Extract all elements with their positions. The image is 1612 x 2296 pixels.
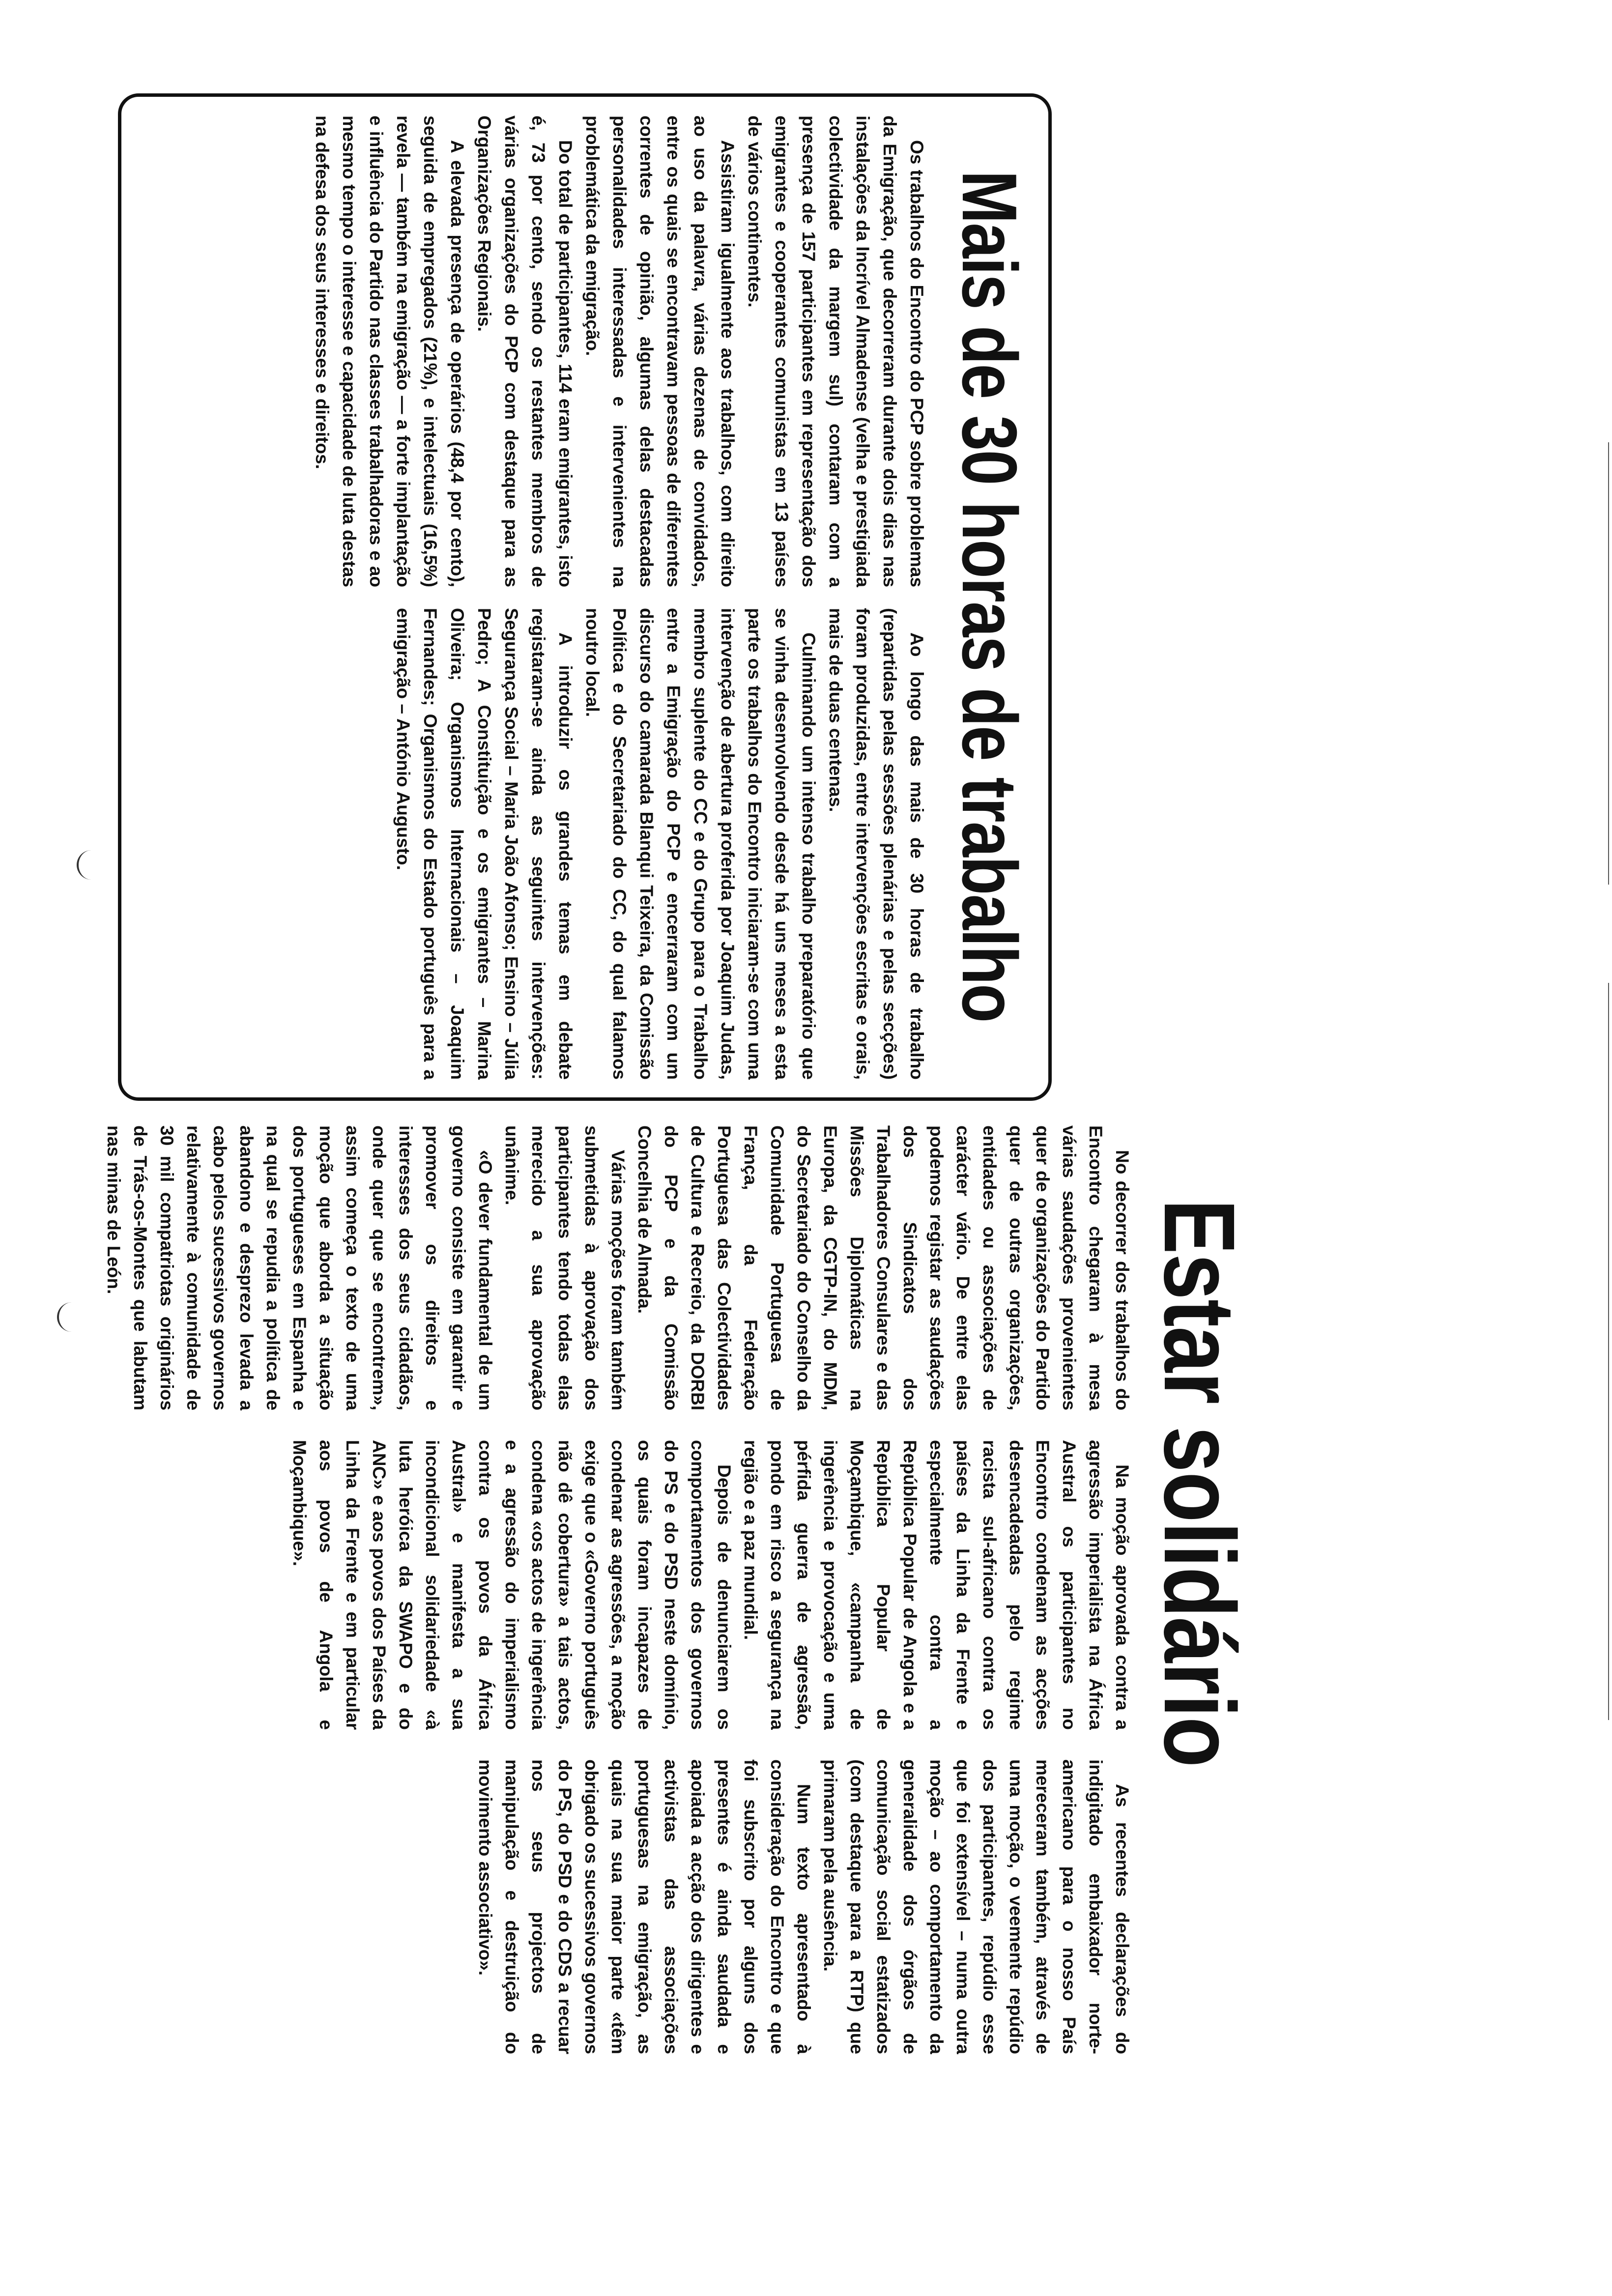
text-run: A elevada presença de operários (48,4 por cento), seguida de empregados (21%), e intelectuais (16,5%) revela — também na emigração — a forte implantação e influência do Partido nas classes trabalhadoras e ao mesmo tempo o interesse e capacidade de luta destas na defesa dos seus interesses e direitos. [312, 115, 467, 587]
article-headline: Mais de 30 horas de trabalho [946, 171, 1033, 1022]
text-run: Num texto apresentado à consideração do Encontro e que foi subscrito por alguns dos presentes é ainda saudada e apoiada a acção dos dirigentes e activistas das associações portuguesas na emigração, as quais na sua maior parte «têm obrigado os sucessivos governos do PS, do PSD e do CDS a recuar nos seus projectos de manipulação e destruição do movimento associativo». [475, 1759, 814, 2054]
paragraph [286, 1440, 737, 1730]
scan-edge-line [1608, 983, 1609, 1720]
paragraph [817, 1759, 1135, 2054]
text-run: Culminando um intenso trabalho preparatório que se vinha desenvolvendo desde há uns meses a esta parte os trabalhos do Encontro iniciaram-se com uma intervenção de abertura proferida por Joaquim Judas, membro suplente do CC e do Grupo para o Trabalho entre a Emigração do PCP e encerraram com um discurso do camarada Blanqui Teixeira, da Comissão Política e do Secretariado do CC, do qual falamos noutro local. [582, 608, 819, 1080]
text-run: A introduzir os grandes temas em debate registaram-se ainda as seguintes intervenções: [528, 608, 576, 1080]
text-run: – Maria João Afonso; [501, 760, 521, 956]
text-run: – Marina Oliveira; [447, 608, 494, 1080]
bold-text: Organismos Internacionais [447, 702, 467, 953]
paragraph [741, 115, 930, 587]
margin-mark [77, 850, 98, 880]
paragraph [822, 608, 930, 1080]
text-run: , que decorreram durante dois dias nas instalações da Incrível Almadense (velha e prestigiada colectividade da margem sul) contaram com a presença de 157 participantes em representação dos emigrantes e cooperantes comunistas em 13 países de vários continentes. [745, 115, 900, 587]
article-column [144, 608, 930, 1080]
article-headline: Estar solidário [1143, 1199, 1256, 1767]
article-column [25, 1125, 1135, 1410]
paragraph [579, 115, 741, 587]
text-run: «O dever fundamental de um governo consiste em garantir e promover os direitos e interesses dos seus cidadãos, onde quer que se encontrem», assim começa o texto de uma moção que aborda a situação dos portugueses em Espanha e na qual se repudia a política de abandono e desprezo levada a cabo pelos sucessivos governos relativamente à comunidade de 30 mil compatriotas originários de Trás-os-Montes que labutam nas minas de León. [104, 1125, 495, 1410]
bold-text: Ensino [501, 956, 521, 1017]
text-run: Ao longo das mais de 30 horas de trabalho (repartidas pelas sessões plenárias e pelas secções) foram produzidas, entre intervenções escritas e orais, mais de duas centenas. [826, 608, 927, 1080]
paragraph [472, 1759, 817, 2054]
paragraph [390, 608, 579, 1080]
paragraph [100, 1125, 498, 1410]
text-run: Várias moções foram também submetidas à aprovação dos participantes tendo todas elas merecido a sua aprovação unânime. [502, 1125, 628, 1410]
paragraph [309, 115, 471, 587]
bold-text: Segurança Social [501, 608, 521, 760]
paragraph [471, 115, 579, 587]
text-run: Os trabalhos do [907, 140, 927, 285]
article-column [25, 1759, 1135, 2054]
text-run: Do total de participantes, 114 eram emigrantes, isto é, 73 por cento, sendo os restantes membros de várias organizações do PCP com destaque para as Organizações Regionais. [474, 115, 576, 587]
text-run: As recentes declarações do indigitado embaixador norte-americano para o nosso País mereceram também, através de uma moção, o veemente repúdio dos participantes, repúdio esse que foi extensível – numa outra moção – ao comportamento da generalidade dos órgãos de comunicação social estatizados (com destaque para a RTP) que primaram pela ausência. [820, 1759, 1132, 2054]
text-run: Na moção aprovada contra a agressão imperialista na África Austral os participantes no Encontro condenam as acções desencadeadas pelo regime racista sul-africano contra os países da Linha da Frente e especialmente contra a República Popular de Angola e a República Popular de Moçambique, «campanha de ingerência e provocação e uma pérfida guerra de agressão, pondo em risco a segurança na região e a paz mundial. [741, 1440, 1132, 1730]
text-run: Assistiram igualmente aos trabalhos, com direito ao uso da palavra, várias dezenas de convidados, entre os quais se encontravam pessoas de diferentes correntes de opinião, algumas delas destacadas personalidades interessadas e intervenientes na problemática da emigração. [582, 115, 738, 587]
bold-text: Organismos do Estado português para a emigração [393, 608, 440, 1080]
text-run: – Joaquim Fernandes; [420, 608, 467, 1080]
bold-text: Encontro do PCP sobre problemas da Emigração [880, 115, 927, 587]
article-box-mais-de-30-horas [118, 93, 1052, 1101]
paragraph [498, 1125, 631, 1410]
text-run: – Júlia Pedro; [474, 608, 521, 1080]
scan-edge-line [1608, 442, 1609, 885]
bold-text: A Constituição e os emigrantes [474, 679, 494, 984]
text-run: Depois de denunciarem os comportamentos dos governos do PS e do PSD neste domínio, os quais foram incapazes de condenar as agressões, a moção exige que o «Governo português não dê cobertura» a tais actos, condena «os actos de ingerência e a agressão do imperialismo contra os povos da África Austral» e manifesta a sua incondicional solidariedade «à luta heróica da SWAPO e do ANC» e aos povos dos Países da Linha da Frente e em particular aos povos de Angola e Moçambique». [289, 1440, 734, 1730]
paragraph [579, 608, 822, 1080]
article-column [25, 1440, 1135, 1730]
paragraph [631, 1125, 1135, 1410]
paragraph [737, 1440, 1135, 1730]
text-run: – António Augusto. [393, 699, 413, 870]
article-column [144, 115, 930, 587]
text-run: No decorrer dos trabalhos do Encontro chegaram à mesa várias saudações provenientes quer de organizações do Partido quer de outras organizações, entidades ou associações de carácter vário. De entre elas podemos registar as saudações dos Sindicatos dos Trabalhadores Consulares e das Missões Diplomáticas na Europa, da CGTP-IN, do MDM, do Secretariado do Conselho da Comunidade Portuguesa de França, da Federação Portuguesa das Colectividades de Cultura e Recreio, da DORBI do PCP e da Comissão Concelhia de Almada. [634, 1125, 1132, 1410]
